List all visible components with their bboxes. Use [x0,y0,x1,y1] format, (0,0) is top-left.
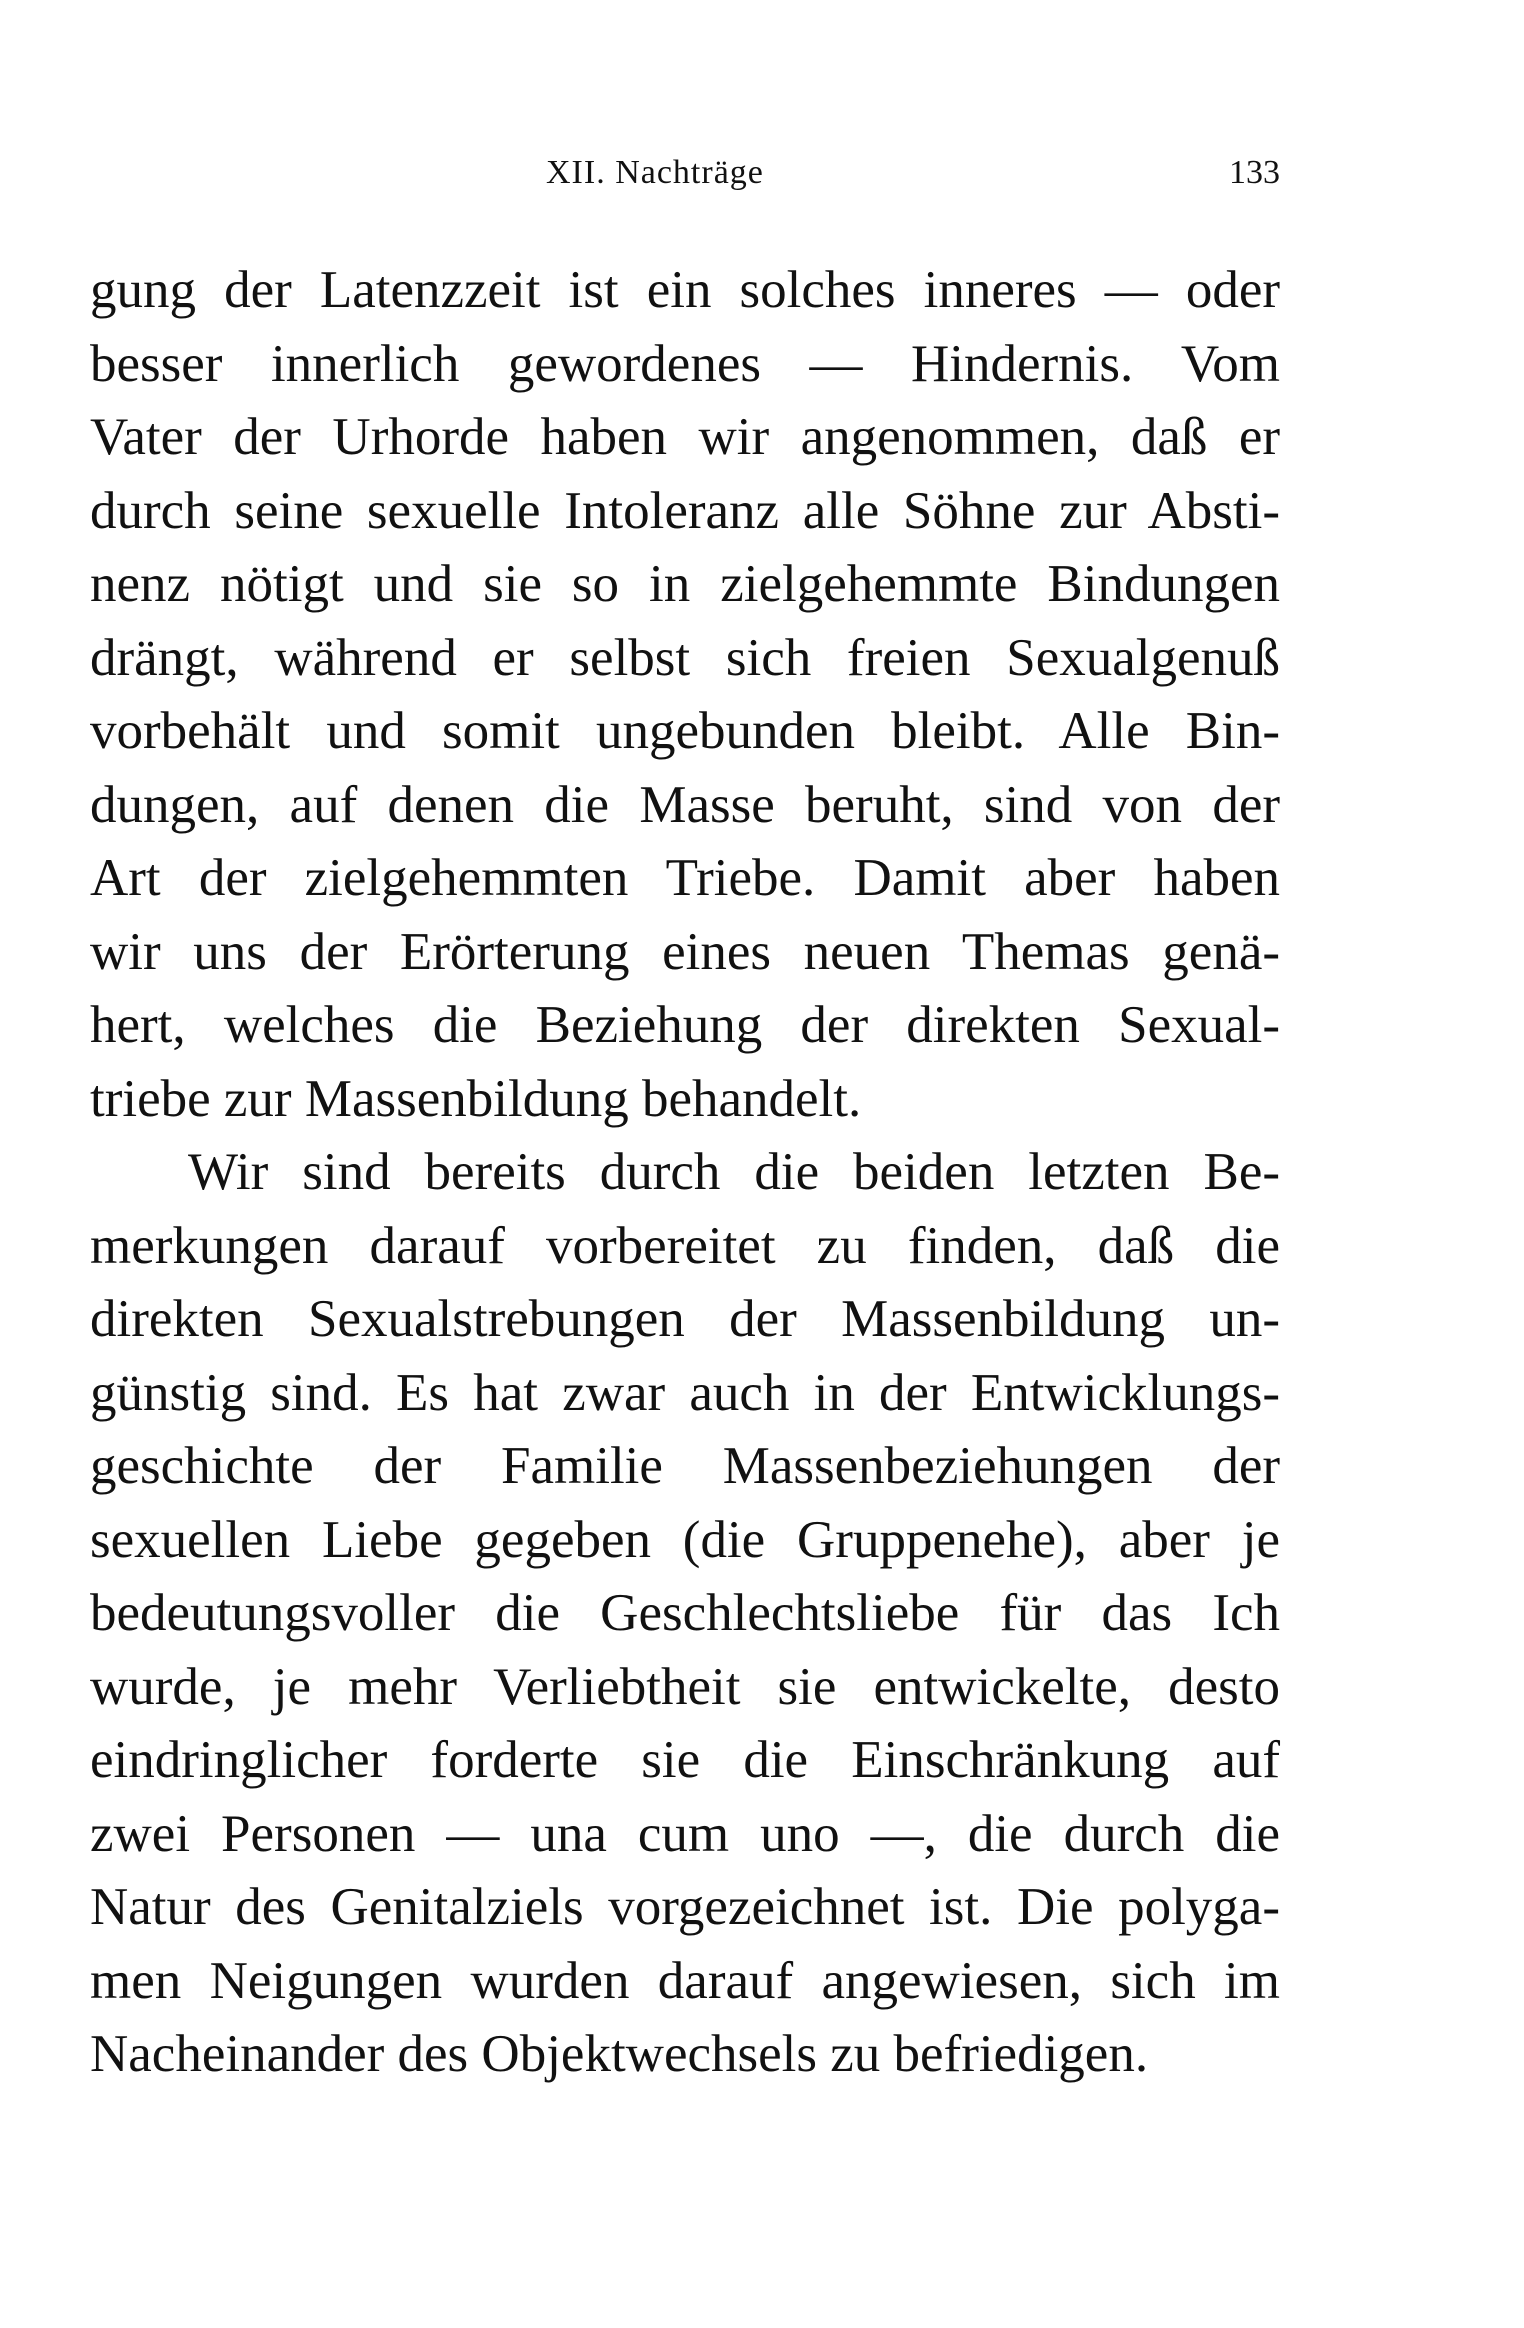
text-line: durch seine sexuelle Intoleranz alle Söhne zur Absti- [90,481,1280,540]
text-line: besser innerlich gewordenes — Hindernis. Vom [90,334,1280,393]
text-line: direkten Sexualstrebungen der Massenbildung un- [90,1290,1280,1348]
paragraph-2 [90,1136,1280,2092]
page-number: 133 [1229,154,1280,191]
text-line: merkungen darauf vorbereitet zu finden, daß die [90,1216,1280,1275]
text-line: Natur des Genitalziels vorgezeichnet ist. Die polyga- [90,1878,1280,1936]
text-line: wir uns der Erörterung eines neuen Themas genä- [90,922,1280,981]
text-line: Art der zielgehemmten Triebe. Damit aber haben [90,849,1280,907]
text-line: eindringlicher forderte sie die Einschränkung auf [90,1731,1280,1789]
text-line: sexuellen Liebe gegeben (die Gruppenehe), aber je [90,1510,1280,1569]
paragraph-1 [90,254,1280,1136]
body-text [90,254,1280,2092]
text-line: vorbehält und somit ungebunden bleibt. Alle Bin- [90,702,1280,760]
text-line: geschichte der Familie Massenbeziehungen der [90,1437,1280,1495]
text-line: triebe zur Massenbildung behandelt. [90,1069,862,1128]
text-line: Nacheinander des Objektwechsels zu befriedigen. [90,2025,1149,2083]
text-line: zwei Personen — una cum uno —, die durch die [90,1804,1280,1863]
chapter-title: XII. Nachträge [546,154,764,191]
text-line: dungen, auf denen die Masse beruht, sind von der [90,775,1280,834]
text-line: bedeutungsvoller die Geschlechtsliebe für das Ich [90,1584,1280,1642]
text-line: men Neigungen wurden darauf angewiesen, sich im [90,1951,1280,2010]
text-line: drängt, während er selbst sich freien Sexualgenuß [90,628,1280,687]
text-line: hert, welches die Beziehung der direkten Sexual- [90,996,1280,1054]
running-head [90,148,1280,198]
text-line: günstig sind. Es hat zwar auch in der Entwicklungs- [90,1363,1280,1422]
text-line: Wir sind bereits durch die beiden letzten Be- [188,1143,1280,1201]
text-line: wurde, je mehr Verliebtheit sie entwickelte, desto [90,1657,1280,1716]
text-line: Vater der Urhorde haben wir angenommen, daß er [90,408,1280,466]
text-line: gung der Latenzzeit ist ein solches inneres — oder [90,261,1280,319]
text-line: nenz nötigt und sie so in zielgehemmte Bindungen [90,555,1280,613]
